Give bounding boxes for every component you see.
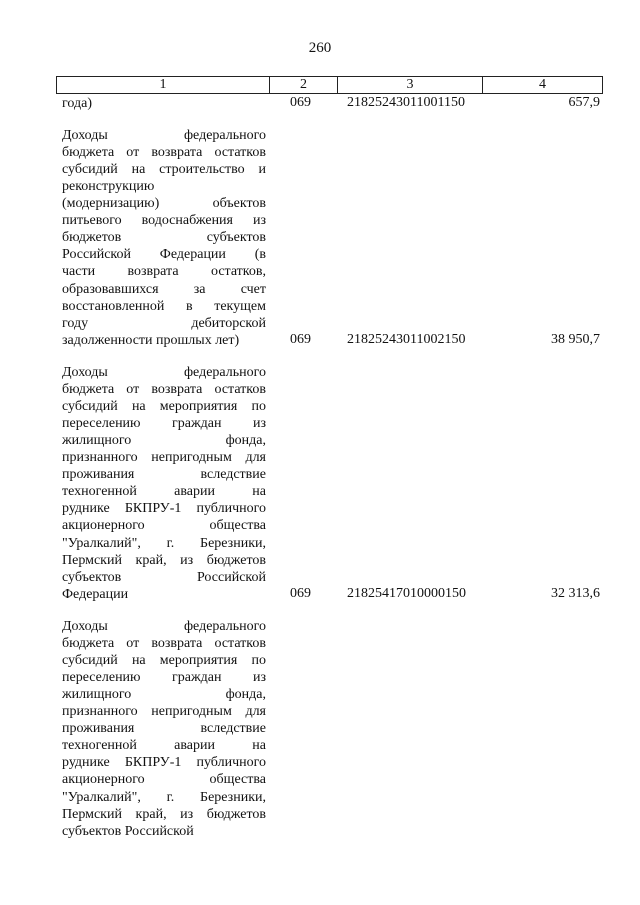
description-line: проживания вследствие	[62, 467, 266, 483]
description-line: Доходы федерального	[62, 127, 266, 143]
description-line: бюджета от возврата остатков	[62, 381, 266, 397]
column-number-1: 1	[57, 77, 270, 94]
description-line: признанного непригодным для	[62, 450, 266, 466]
description-line: восстановленной в текущем	[62, 298, 266, 314]
table-header	[56, 76, 603, 94]
row-description	[62, 127, 266, 349]
description-line: Пермский край, из бюджетов	[62, 552, 266, 568]
description-line: питьевого водоснабжения из	[62, 213, 266, 229]
description-line: руднике БКПРУ-1 публичного	[62, 755, 266, 771]
description-line: жилищного фонда,	[62, 686, 266, 702]
description-line: проживания вследствие	[62, 721, 266, 737]
admin-code: 069	[290, 585, 311, 601]
description-line: переселению граждан из	[62, 669, 266, 685]
description-line: бюджетов субъектов	[62, 230, 266, 246]
description-line: образовавшихся за счет	[62, 281, 266, 297]
row-description	[62, 95, 266, 112]
description-line: субъектов Российской	[62, 569, 266, 585]
amount: 38 950,7	[551, 331, 600, 347]
description-line: бюджета от возврата остатков	[62, 635, 266, 651]
description-line: акционерного общества	[62, 772, 266, 788]
description-line: году дебиторской	[62, 315, 266, 331]
description-line: реконструкцию	[62, 178, 155, 194]
description-line: признанного непригодным для	[62, 704, 266, 720]
description-line: (модернизацию) объектов	[62, 196, 266, 212]
page-number: 260	[308, 40, 332, 56]
row-description	[62, 364, 266, 603]
table-row	[0, 127, 640, 349]
description-line: части возврата остатков,	[62, 264, 266, 280]
description-line: Российской Федерации (в	[62, 247, 266, 263]
description-line: руднике БКПРУ-1 публичного	[62, 501, 266, 517]
column-number-4: 4	[483, 77, 603, 94]
description-line: "Уралкалий", г. Березники,	[62, 789, 266, 805]
description-line: года)	[62, 96, 92, 111]
description-line: бюджета от возврата остатков	[62, 144, 266, 160]
admin-code: 069	[290, 331, 311, 347]
admin-code: 069	[290, 95, 311, 110]
description-line: субсидий на мероприятия по	[62, 398, 266, 414]
column-number-3: 3	[338, 77, 483, 94]
description-line: Доходы федерального	[62, 364, 266, 380]
amount: 32 313,6	[551, 585, 600, 601]
amount: 657,9	[568, 95, 600, 110]
description-line: техногенной аварии на	[62, 738, 266, 754]
description-line: Доходы федерального	[62, 618, 266, 634]
budget-classification-code: 21825243011001150	[347, 95, 465, 110]
description-line: техногенной аварии на	[62, 484, 266, 500]
description-line: субсидий на строительство и	[62, 161, 266, 177]
description-line: акционерного общества	[62, 518, 266, 534]
description-line: Пермский край, из бюджетов	[62, 806, 266, 822]
budget-classification-code: 21825243011002150	[347, 331, 466, 347]
table-row	[0, 364, 640, 603]
row-description	[62, 618, 266, 840]
column-number-2: 2	[270, 77, 338, 94]
description-line: переселению граждан из	[62, 415, 266, 431]
description-line: Федерации	[62, 586, 129, 602]
description-line: субсидий на мероприятия по	[62, 652, 266, 668]
description-line: субъектов Российской	[62, 823, 194, 839]
table-row	[0, 618, 640, 840]
budget-classification-code: 21825417010000150	[347, 585, 466, 601]
description-line: задолженности прошлых лет)	[62, 332, 240, 348]
description-line: "Уралкалий", г. Березники,	[62, 535, 266, 551]
description-line: жилищного фонда,	[62, 432, 266, 448]
table-row	[0, 95, 640, 112]
